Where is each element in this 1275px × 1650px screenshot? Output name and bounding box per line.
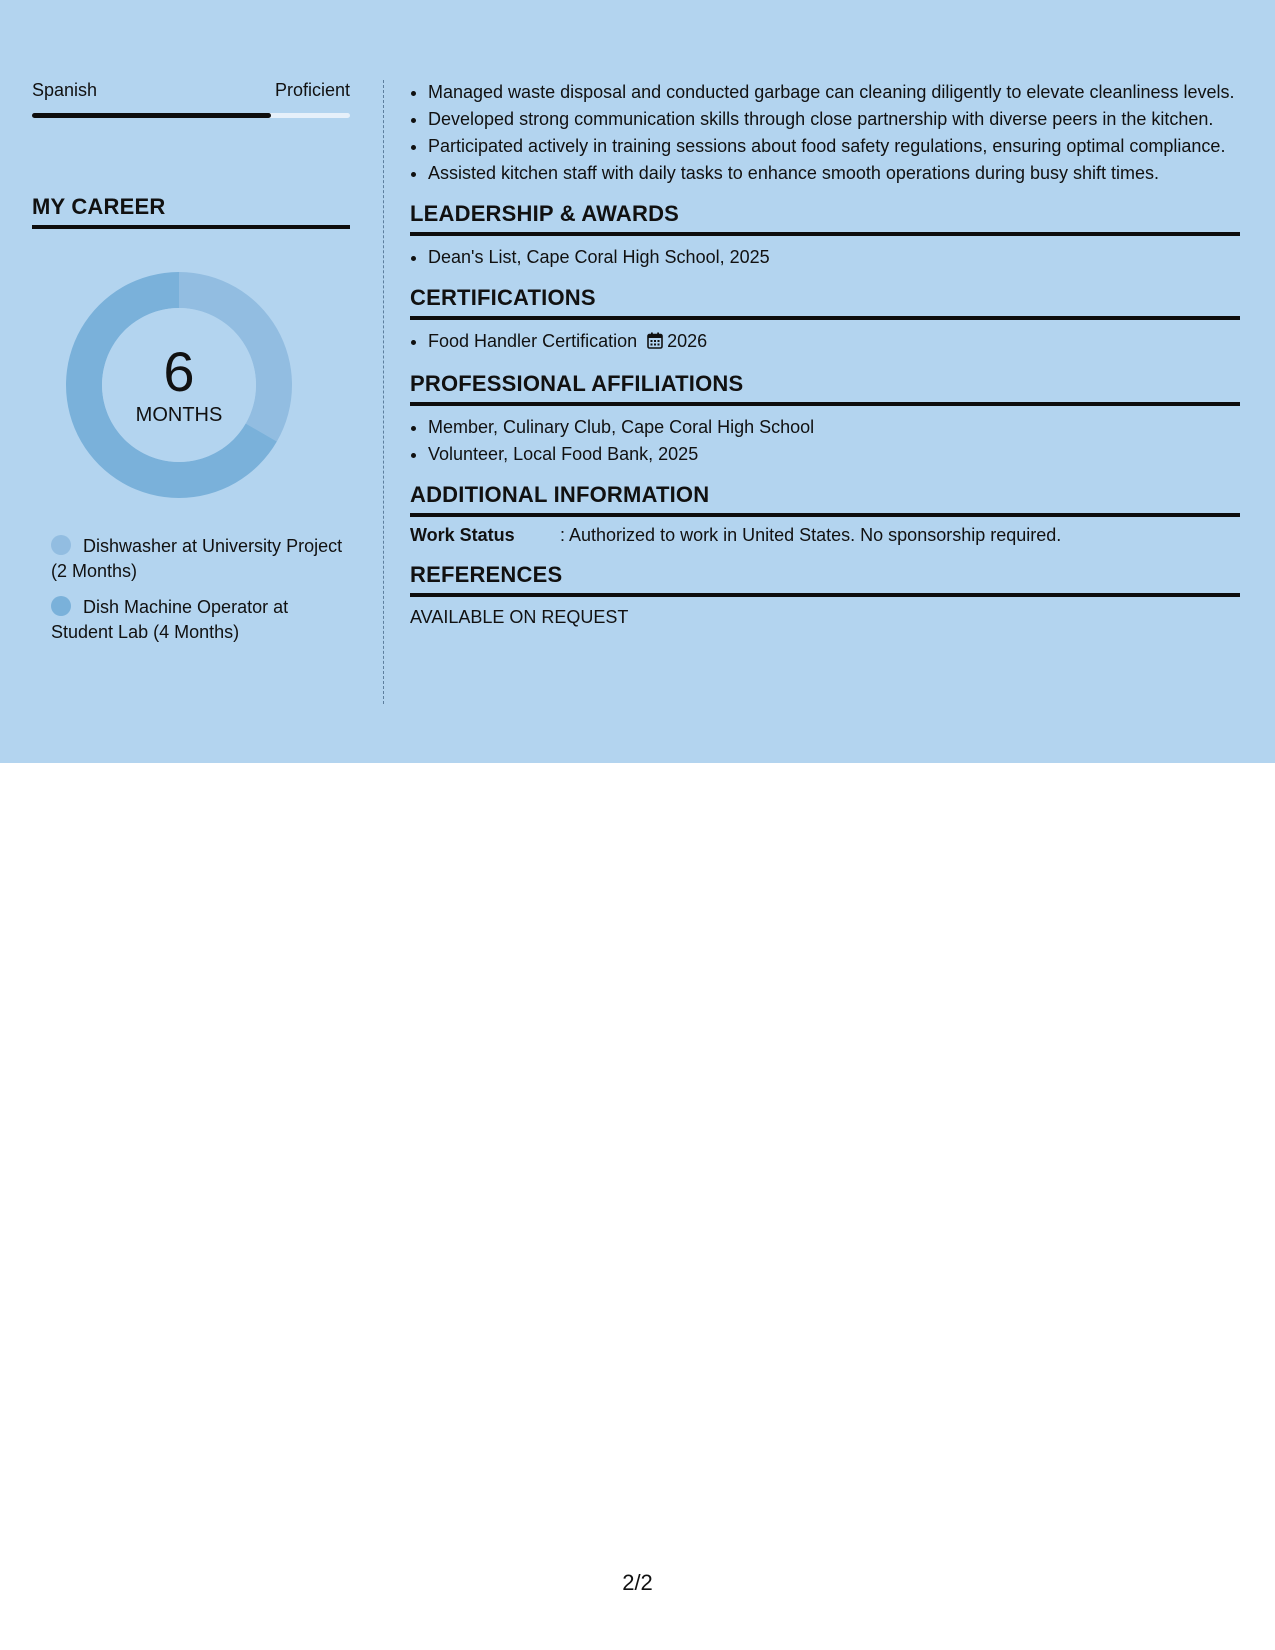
affiliations-list (410, 415, 1240, 466)
list-item: • Assisted kitchen staff with daily tasks to enhance smooth operations during busy shift times. (428, 161, 1240, 185)
list-item: • Participated actively in training sessions about food safety regulations, ensuring optimal compliance. (428, 134, 1240, 158)
affiliations-heading: PROFESSIONAL AFFILIATIONS (410, 371, 1240, 406)
donut-total-value: 6 (163, 339, 195, 403)
career-legend (32, 534, 350, 645)
list-item: • Developed strong communication skills through close partnership with diverse peers in the kitchen. (428, 107, 1240, 131)
certification-name: Food Handler Certification (428, 331, 638, 351)
list-item: • Volunteer, Local Food Bank, 2025 (428, 442, 1240, 466)
certification-year: 2026 (667, 331, 708, 351)
leadership-list (410, 245, 1240, 269)
list-item: • Managed waste disposal and conducted garbage can cleaning diligently to elevate cleanliness levels. (428, 80, 1240, 104)
list-item (428, 329, 1240, 355)
certifications-section (410, 285, 1240, 355)
language-row (32, 80, 350, 101)
certifications-heading: CERTIFICATIONS (410, 285, 1240, 320)
donut-center (66, 272, 292, 498)
legend-label: Dishwasher at University Project (2 Months) (51, 536, 343, 581)
references-text: AVAILABLE ON REQUEST (410, 607, 629, 627)
affiliations-section (410, 371, 1240, 466)
leadership-section (410, 201, 1240, 269)
legend-label: Dish Machine Operator at Student Lab (4 Months) (51, 597, 289, 642)
career-donut-chart (66, 272, 292, 498)
work-status-value: : Authorized to work in United States. No sponsorship required. (560, 525, 1062, 545)
references-heading: REFERENCES (410, 562, 1240, 597)
leadership-heading: LEADERSHIP & AWARDS (410, 201, 1240, 236)
references-section (410, 562, 1240, 628)
language-progress-track (32, 113, 350, 118)
column-divider (383, 80, 384, 704)
language-name: Spanish (32, 80, 98, 100)
experience-bullets (410, 80, 1240, 185)
career-heading: MY CAREER (32, 194, 350, 229)
page-number: 2/2 (622, 1570, 653, 1595)
legend-dot-icon (51, 535, 71, 555)
donut-total-unit: MONTHS (135, 403, 223, 426)
legend-item (51, 595, 350, 645)
main-column (410, 80, 1240, 628)
list-item: • Member, Culinary Club, Cape Coral High School (428, 415, 1240, 439)
additional-section (410, 482, 1240, 546)
list-item: • Dean's List, Cape Coral High School, 2025 (428, 245, 1240, 269)
work-status-label: Work Status (410, 525, 515, 545)
work-status-row (410, 525, 1240, 546)
language-level: Proficient (274, 80, 350, 100)
legend-item (51, 534, 350, 584)
certifications-list (410, 329, 1240, 355)
sidebar (32, 80, 350, 656)
calendar-icon (647, 331, 663, 355)
legend-dot-icon (51, 596, 71, 616)
additional-heading: ADDITIONAL INFORMATION (410, 482, 1240, 517)
language-progress-fill (32, 113, 271, 118)
